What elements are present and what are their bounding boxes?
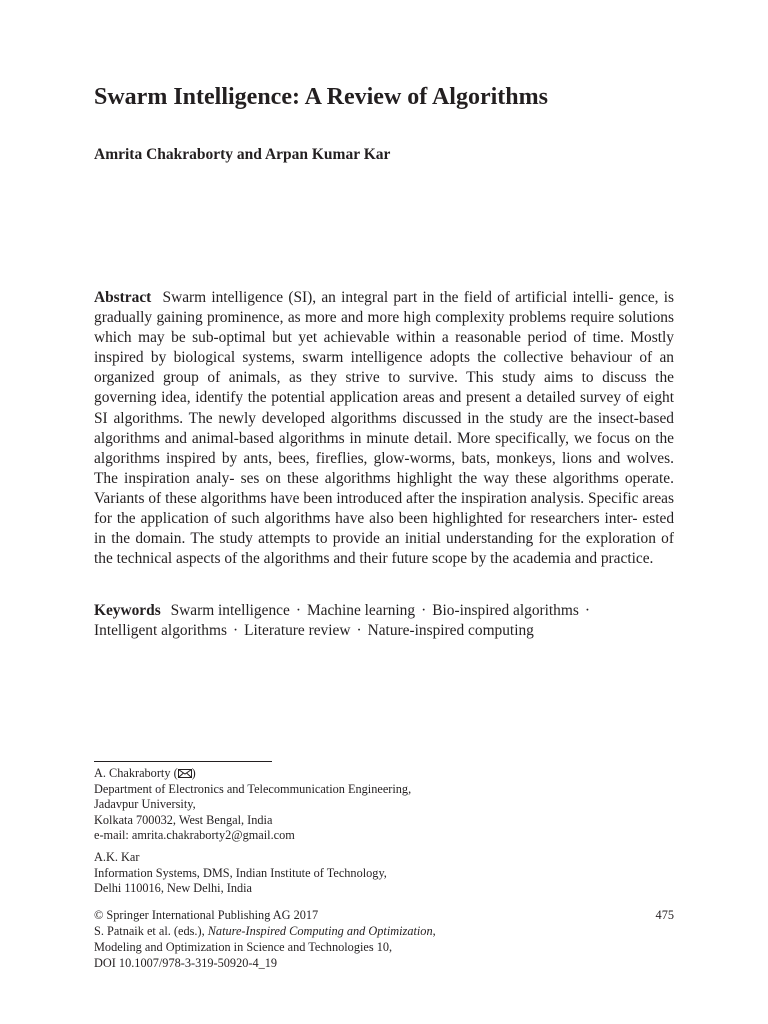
abstract-line: bees, fireflies, glow-worms, bats, monkeys, lions and wolves. The inspiration analy-	[94, 449, 674, 487]
affiliation-chakraborty	[94, 766, 411, 844]
paper-title: Swarm Intelligence: A Review of Algorithms	[94, 84, 548, 110]
keyword: Literature review	[244, 622, 351, 640]
abstract-line: ested in the domain. The study attempts to provide an initial understanding for the	[94, 510, 675, 548]
abstract-line: exploration of the technical aspects of the algorithms and their future scope by the	[94, 530, 674, 568]
publication-info	[94, 907, 674, 971]
abstract-line: algorithms have been introduced after the inspiration analysis. Specific areas for	[94, 489, 674, 528]
abstract-line: present a detailed survey of eight SI algorithms. The newly developed algorithms	[94, 389, 674, 427]
keyword-separator: ·	[295, 602, 301, 619]
book-title-suffix: ,	[432, 924, 436, 938]
keyword-separator: ·	[232, 622, 239, 640]
keyword-separator: ·	[356, 622, 362, 640]
keyword: Bio-inspired algorithms	[432, 602, 579, 619]
paper-page	[94, 0, 674, 1024]
affiliation-line: Information Systems, DMS, Indian Institute of Technology,	[94, 865, 387, 880]
editors-line	[94, 923, 674, 939]
keywords-label: Keywords	[94, 602, 161, 619]
abstract-line: Swarm intelligence (SI), an integral part in the field of artificial intelli-	[162, 289, 614, 306]
affiliation-email: e-mail: amrita.chakraborty2@gmail.com	[94, 828, 295, 843]
doi-line: DOI 10.1007/978-3-319-50920-4_19	[94, 956, 278, 970]
envelope-icon	[178, 769, 192, 778]
paper-authors: Amrita Chakraborty and Arpan Kumar Kar	[94, 146, 391, 163]
abstract-line: collective behaviour of an organized group of animals, as they strive to survive. This	[94, 349, 674, 387]
affiliation-line: Jadavpur University,	[94, 797, 196, 812]
series-line: Modeling and Optimization in Science and Technologies 10,	[94, 940, 393, 954]
footnote-divider	[94, 761, 272, 762]
keyword: Swarm intelligence	[170, 602, 290, 619]
keyword: Intelligent algorithms	[94, 622, 227, 640]
keywords-section	[94, 601, 674, 641]
keyword: Nature-inspired computing	[367, 622, 534, 640]
affiliation-name-row	[94, 766, 411, 782]
abstract-line: period of time. Mostly inspired by biological systems, swarm intelligence adopts the	[94, 329, 674, 367]
abstract-section	[94, 288, 674, 569]
abstract-line: study aims to discuss the governing idea, identify the potential application areas and	[94, 369, 674, 407]
affiliation-line: Kolkata 700032, West Bengal, India	[94, 812, 273, 827]
keyword-separator: ·	[584, 602, 590, 619]
affiliation-line: Department of Electronics and Telecommunication Engineering,	[94, 781, 412, 796]
affiliation-name: A.K. Kar	[94, 850, 140, 864]
abstract-label: Abstract	[94, 289, 152, 306]
keyword: Machine learning	[306, 602, 416, 619]
affiliation-name: A. Chakraborty (	[94, 766, 178, 780]
abstract-line: the application of such algorithms have also been highlighted for researchers inter-	[116, 510, 638, 528]
affiliation-name-suffix: )	[191, 766, 196, 780]
affiliation-kar	[94, 850, 387, 897]
affiliation-line: Delhi 110016, New Delhi, India	[94, 881, 253, 896]
abstract-line: in minute detail. More specifically, we focus on the algorithms inspired by ants,	[94, 429, 674, 467]
abstract-line: ses on these algorithms highlight the way these algorithms operate. Variants of these	[94, 469, 674, 507]
abstract-line: require solutions which may be sub-optimal but yet achievable within a reasonable	[94, 309, 674, 347]
copyright-line: © Springer International Publishing AG 2017	[94, 908, 319, 922]
editors-prefix: S. Patnaik et al. (eds.),	[94, 924, 208, 938]
abstract-line: academia and practice.	[512, 550, 654, 568]
book-title: Nature-Inspired Computing and Optimization	[207, 924, 433, 938]
abstract-line: gence, is gradually gaining prominence, as more and more high complexity problems	[94, 289, 674, 327]
abstract-line: discussed in the study are the insect-based algorithms and animal-based algorithms	[94, 409, 674, 447]
keyword-separator: ·	[421, 602, 427, 619]
page-number: 475	[655, 908, 674, 922]
